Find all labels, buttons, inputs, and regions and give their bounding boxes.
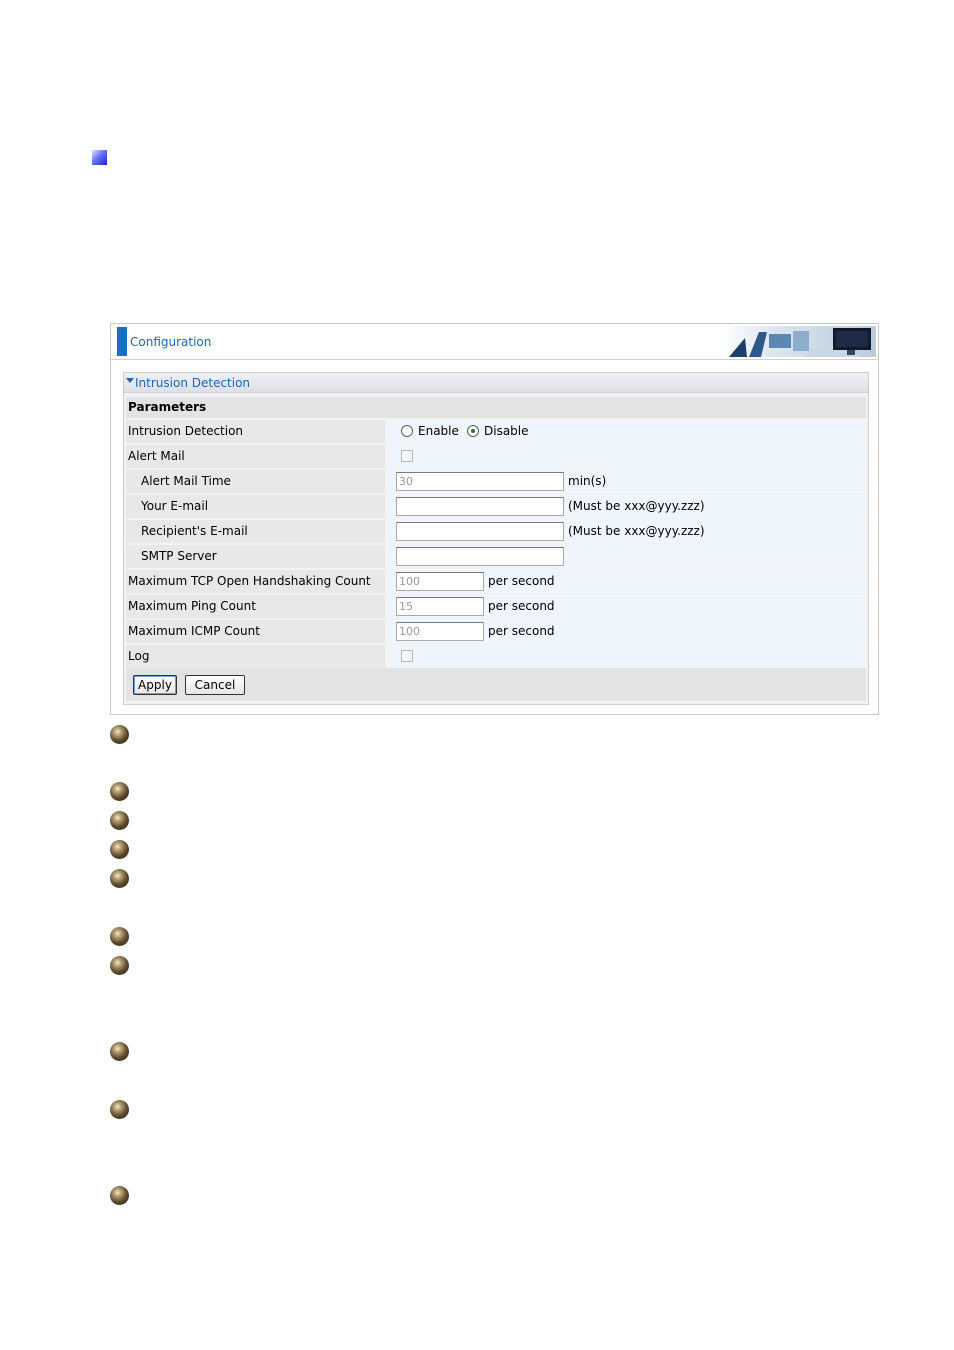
recipient-email-value — [387, 520, 866, 543]
max-icmp-value — [387, 620, 866, 643]
row-smtp-server — [126, 545, 866, 568]
intrusion-detection-section — [123, 372, 869, 705]
max-ping-value — [387, 595, 866, 618]
recipient-email-hint: (Must be xxx@yyy.zzz) — [568, 524, 705, 538]
bullet-icon — [110, 1186, 129, 1205]
disable-radio[interactable] — [467, 425, 479, 437]
parameters-heading: Parameters — [126, 397, 866, 418]
smtp-server-value — [387, 545, 866, 568]
alert-mail-time-unit: min(s) — [568, 474, 607, 488]
section-header[interactable] — [124, 373, 868, 393]
intrusion-detection-label: Intrusion Detection — [126, 420, 385, 443]
bullet-icon — [110, 956, 129, 975]
header-accent-bar — [117, 327, 127, 356]
bullet-icon — [110, 840, 129, 859]
bullet-icon — [110, 782, 129, 801]
row-your-email — [126, 495, 866, 518]
alert-mail-checkbox[interactable] — [401, 450, 413, 462]
collapse-arrow-icon[interactable] — [126, 378, 134, 383]
intrusion-detection-value — [387, 420, 866, 443]
alert-mail-label: Alert Mail — [126, 445, 385, 468]
row-alert-mail — [126, 445, 866, 468]
max-icmp-input[interactable] — [396, 622, 484, 641]
log-checkbox[interactable] — [401, 650, 413, 662]
enable-radio[interactable] — [401, 425, 413, 437]
cancel-button[interactable]: Cancel — [185, 675, 245, 695]
enable-radio-label: Enable — [418, 424, 459, 438]
section-title: Intrusion Detection — [135, 376, 251, 390]
disable-radio-label: Disable — [484, 424, 529, 438]
max-icmp-label: Maximum ICMP Count — [126, 620, 385, 643]
your-email-input[interactable] — [396, 497, 564, 516]
office-banner-icon — [721, 326, 876, 357]
max-ping-unit: per second — [488, 599, 555, 613]
your-email-label: Your E-mail — [126, 495, 385, 518]
recipient-email-input[interactable] — [396, 522, 564, 541]
max-tcp-label: Maximum TCP Open Handshaking Count — [126, 570, 385, 593]
log-label: Log — [126, 645, 385, 668]
recipient-email-label: Recipient's E-mail — [126, 520, 385, 543]
bullet-icon — [110, 1100, 129, 1119]
row-intrusion-detection — [126, 420, 866, 443]
smtp-server-label: SMTP Server — [126, 545, 385, 568]
max-tcp-value — [387, 570, 866, 593]
alert-mail-time-label: Alert Mail Time — [126, 470, 385, 493]
row-max-tcp — [126, 570, 866, 593]
alert-mail-value — [387, 445, 866, 468]
configuration-panel — [110, 323, 879, 715]
bullet-icon — [110, 811, 129, 830]
alert-mail-time-value — [387, 470, 866, 493]
max-icmp-unit: per second — [488, 624, 555, 638]
alert-mail-time-input[interactable] — [396, 472, 564, 491]
bullet-icon — [110, 725, 129, 744]
log-value — [387, 645, 866, 668]
max-tcp-unit: per second — [488, 574, 555, 588]
row-recipient-email — [126, 520, 866, 543]
bullet-icon — [110, 1042, 129, 1061]
bullet-icon — [110, 869, 129, 888]
row-max-ping — [126, 595, 866, 618]
your-email-value — [387, 495, 866, 518]
section-marker-icon — [92, 150, 107, 165]
configuration-header — [111, 324, 878, 360]
row-max-icmp — [126, 620, 866, 643]
button-bar — [126, 668, 866, 701]
apply-button[interactable]: Apply — [133, 675, 177, 695]
row-log — [126, 645, 866, 668]
bullet-icon — [110, 927, 129, 946]
configuration-title: Configuration — [130, 335, 212, 349]
row-alert-mail-time — [126, 470, 866, 493]
smtp-server-input[interactable] — [396, 547, 564, 566]
your-email-hint: (Must be xxx@yyy.zzz) — [568, 499, 705, 513]
max-ping-input[interactable] — [396, 597, 484, 616]
max-ping-label: Maximum Ping Count — [126, 595, 385, 618]
max-tcp-input[interactable] — [396, 572, 484, 591]
